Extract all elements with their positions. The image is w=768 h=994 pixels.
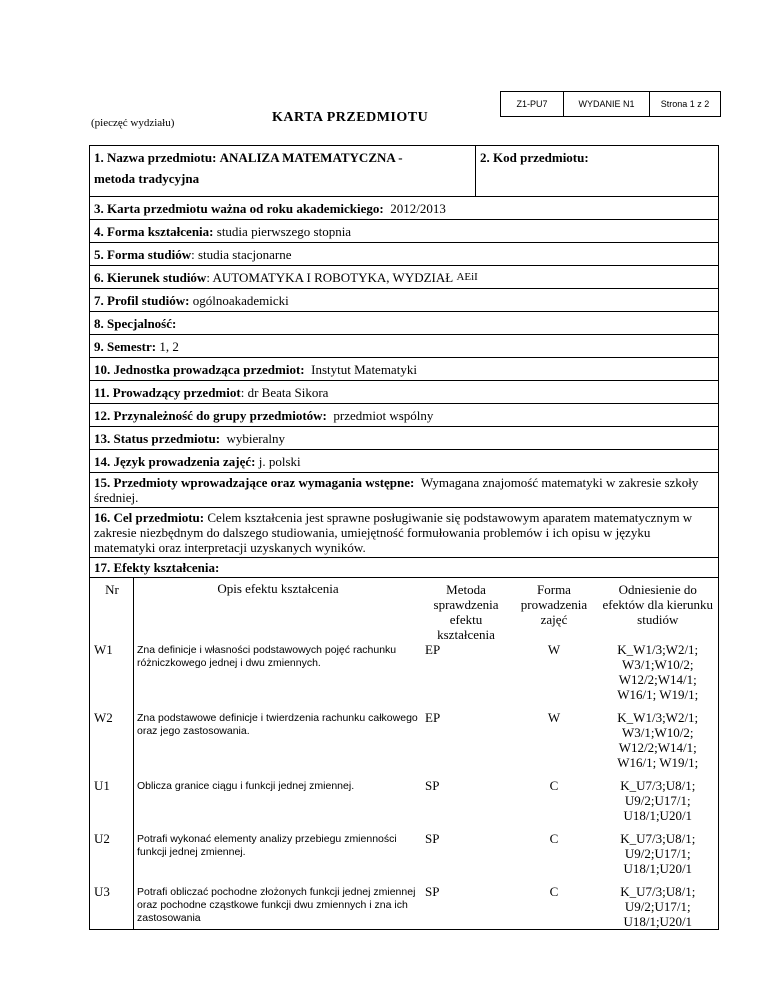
- f6-label: 6. Kierunek studiów: [94, 269, 207, 285]
- f12-label: 12. Przynależność do grupy przedmiotów:: [94, 407, 327, 423]
- row-11: [90, 381, 718, 404]
- f16-label: 16. Cel przedmiotu:: [94, 510, 205, 525]
- form-table: [89, 145, 719, 930]
- cell-metoda: SP: [425, 884, 440, 899]
- cell-metoda: EP: [425, 642, 441, 657]
- cell-metoda: EP: [425, 710, 441, 725]
- doc-page: Strona 1 z 2: [660, 99, 710, 109]
- f14-label: 14. Język prowadzenia zajęć:: [94, 453, 256, 469]
- table-row: [90, 831, 718, 876]
- cell-opis: Oblicza granice ciągu i funkcji jednej zmiennej.: [137, 780, 355, 792]
- row-15: [90, 473, 718, 508]
- cell-opis: Potrafi obliczać pochodne złożonych funkcji jednej zmiennej oraz pochodne cząstkowe funkcji dwu zmiennych i zna ich zastosowania: [137, 886, 416, 924]
- cell-odn: K_U7/3;U8/1; U9/2;U17/1; U18/1;U20/1: [620, 884, 696, 929]
- f8-label: 8. Specjalność:: [94, 315, 177, 331]
- cell-odn: K_U7/3;U8/1; U9/2;U17/1; U18/1;U20/1: [620, 831, 696, 876]
- row-8: [90, 312, 718, 335]
- row-1-2: [90, 146, 718, 197]
- f3-label: 3. Karta przedmiotu ważna od roku akademickiego:: [94, 200, 384, 216]
- f13-label: 13. Status przedmiotu:: [94, 430, 221, 446]
- table-row: [90, 778, 718, 823]
- table-row: [90, 884, 718, 929]
- header-box: [500, 91, 721, 117]
- f9-value: 1, 2: [159, 338, 179, 354]
- cell-odn: K_W1/3;W2/1; W3/1;W10/2; W12/2;W14/1; W16/1; W19/1;: [617, 710, 699, 770]
- cell-metoda: SP: [425, 831, 440, 846]
- row-9: [90, 335, 718, 358]
- col-nr-header: Nr: [90, 578, 134, 642]
- f6-value2: AEiI: [456, 270, 478, 283]
- cell-nr: U1: [90, 778, 134, 823]
- cell-opis: Potrafi wykonać elementy analizy przebiegu zmienności funkcji jednej zmiennej.: [137, 833, 397, 858]
- row-7: [90, 289, 718, 312]
- cell-nr: U3: [90, 884, 134, 929]
- cell-nr: U2: [90, 831, 134, 876]
- cell-metoda: SP: [425, 778, 440, 793]
- f10-value: Instytut Matematyki: [311, 361, 417, 377]
- f9-label: 9. Semestr:: [94, 338, 157, 354]
- cell-forma: C: [549, 831, 559, 846]
- row-6: [90, 266, 718, 289]
- f13-value: wybieralny: [226, 430, 286, 446]
- table-row: [90, 642, 718, 702]
- col-forma-header: Forma prowadzenia zajęć: [520, 582, 588, 627]
- f12-value: przedmiot wspólny: [333, 407, 434, 423]
- doc-code: Z1-PU7: [501, 92, 564, 116]
- cell-forma: C: [549, 884, 559, 899]
- col-odn-header: Odniesienie do efektów dla kierunku studiów: [602, 582, 713, 627]
- cell-odn: K_U7/3;U8/1; U9/2;U17/1; U18/1;U20/1: [620, 778, 696, 823]
- f11-value: : dr Beata Sikora: [240, 384, 329, 400]
- subject-name-cell: [90, 146, 476, 196]
- f16-value: Celem kształcenia jest sprawne posługiwanie się podstawowym aparatem matematycznym w zakresie niezbędnym do dalszego studiowania, umiejętność formułowania problemów i ich opisu w języku matematyki oraz interpretacji uzyskanych wyników.: [94, 510, 693, 555]
- f15-label: 15. Przedmioty wprowadzające oraz wymagania wstępne:: [94, 475, 415, 490]
- cell-forma: W: [547, 710, 561, 725]
- cell-nr: W2: [90, 710, 134, 770]
- f2-label: 2. Kod przedmiotu:: [480, 150, 589, 165]
- f1-value: ANALIZA MATEMATYCZNA -: [219, 150, 403, 165]
- row-12: [90, 404, 718, 427]
- row-4: [90, 220, 718, 243]
- f4-label: 4. Forma kształcenia:: [94, 223, 214, 239]
- row-16: [90, 508, 718, 558]
- f10-label: 10. Jednostka prowadząca przedmiot:: [94, 361, 305, 377]
- f1-value2: metoda tradycyjna: [94, 171, 200, 186]
- table-row: [90, 710, 718, 770]
- row-3: [90, 197, 718, 220]
- cell-nr: W1: [90, 642, 134, 702]
- f15-value: Wymagana znajomość matematyki w zakresie szkoły średniej.: [94, 475, 699, 505]
- cell-forma: C: [549, 778, 559, 793]
- col-opis-header: Opis efektu kształcenia: [217, 581, 339, 596]
- f6-value: : AUTOMATYKA I ROBOTYKA, WYDZIAŁ: [206, 269, 454, 285]
- f1-label: 1. Nazwa przedmiotu:: [94, 150, 217, 165]
- f14-value: j. polski: [258, 453, 301, 469]
- row-13: [90, 427, 718, 450]
- f7-value: ogólnoakademicki: [192, 292, 289, 308]
- f5-label: 5. Forma studiów: [94, 246, 192, 262]
- f17-label: 17. Efekty kształcenia:: [94, 560, 220, 575]
- f7-label: 7. Profil studiów:: [94, 292, 190, 308]
- effects-header-row: [90, 578, 718, 642]
- cell-odn: K_W1/3;W2/1; W3/1;W10/2; W12/2;W14/1; W16/1; W19/1;: [617, 642, 699, 702]
- doc-edition: WYDANIE N1: [564, 92, 650, 116]
- row-14: [90, 450, 718, 473]
- row-17: [90, 558, 718, 578]
- row-10: [90, 358, 718, 381]
- subject-code-cell: [476, 146, 718, 196]
- page-title: KARTA PRZEDMIOTU: [272, 110, 429, 125]
- f5-value: : studia stacjonarne: [191, 246, 292, 262]
- col-metoda-header: Metoda sprawdzenia efektu kształcenia: [433, 582, 499, 642]
- stamp-label: (pieczęć wydziału): [91, 117, 175, 129]
- f4-value: studia pierwszego stopnia: [216, 223, 352, 239]
- cell-opis: Zna definicje i własności podstawowych pojęć rachunku różniczkowego jednej i dwu zmiennych.: [137, 644, 397, 669]
- row-5: [90, 243, 718, 266]
- f11-label: 11. Prowadzący przedmiot: [94, 384, 241, 400]
- cell-forma: W: [547, 642, 561, 657]
- effects-table: [90, 578, 718, 929]
- cell-opis: Zna podstawowe definicje i twierdzenia rachunku całkowego oraz jego zastosowania.: [137, 712, 418, 737]
- f3-value: 2012/2013: [390, 200, 446, 216]
